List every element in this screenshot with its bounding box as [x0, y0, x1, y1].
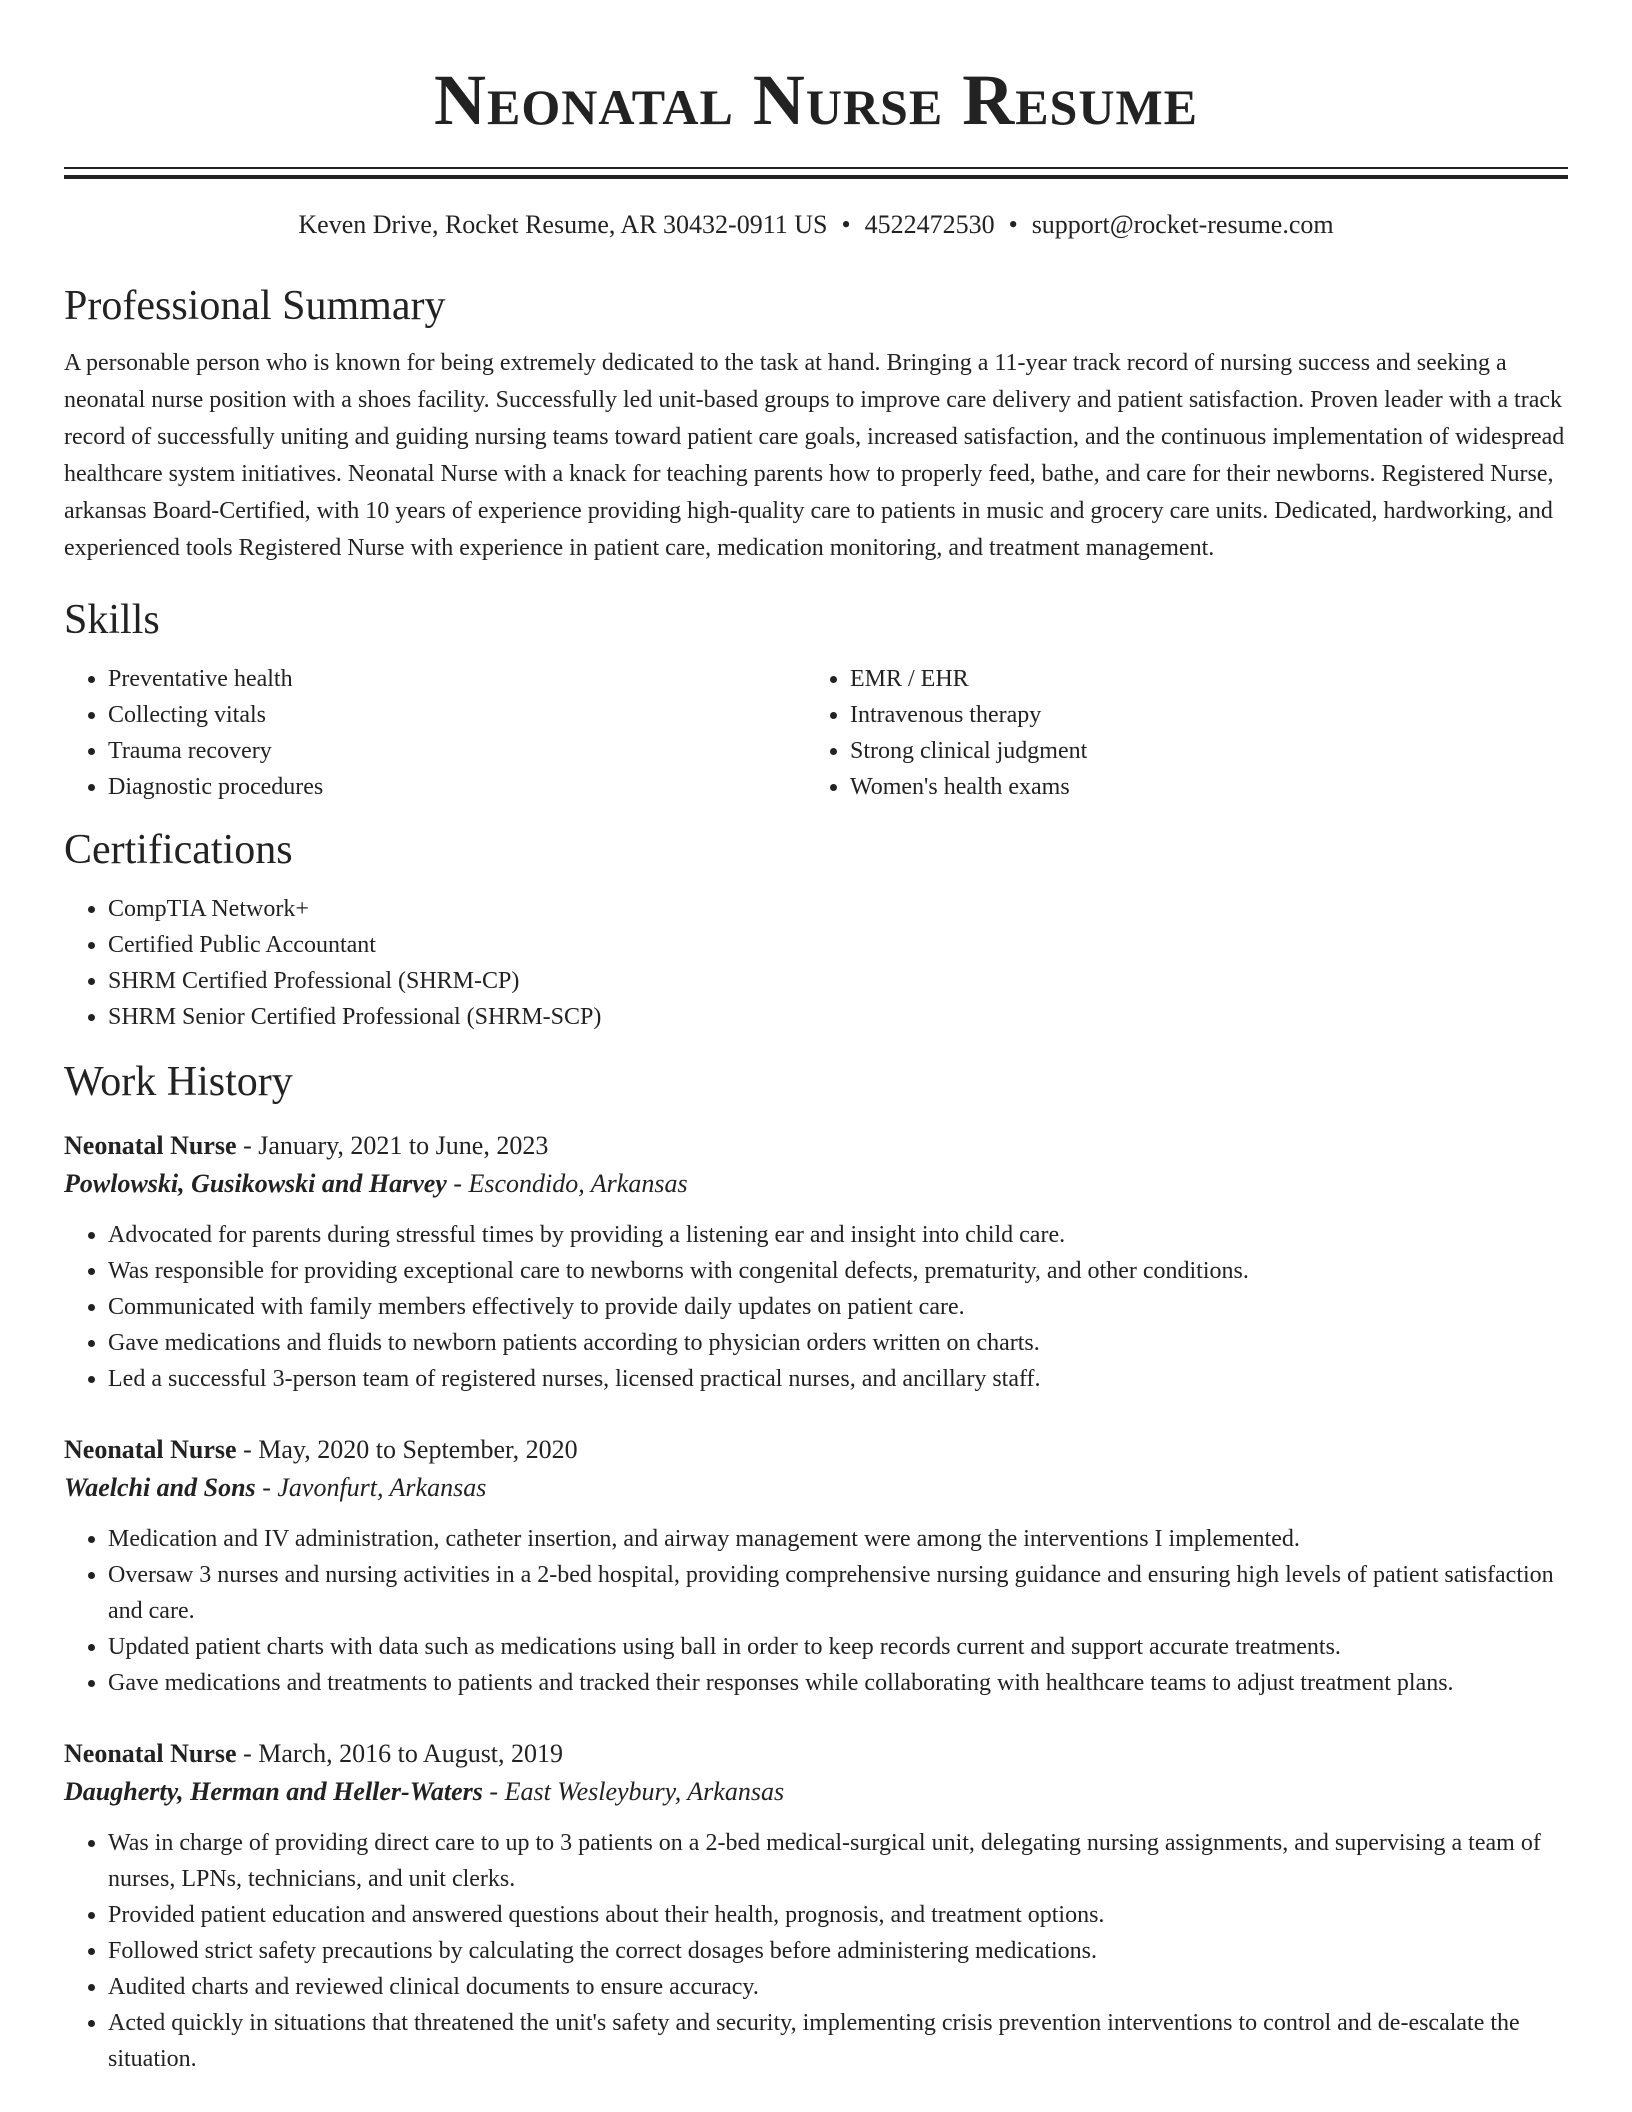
- job-dash: -: [255, 1473, 278, 1502]
- title-divider-thin: [64, 167, 1568, 169]
- job-company: Daugherty, Herman and Heller-Waters: [64, 1777, 483, 1806]
- skill-item: • Diagnostic procedures: [108, 769, 806, 805]
- job-duty: • Updated patient charts with data such as medications using ball in order to keep records current and support accurate treatments.: [108, 1629, 1568, 1665]
- job-dates: May, 2020 to September, 2020: [258, 1435, 578, 1464]
- job-duty: • Oversaw 3 nurses and nursing activities in a 2-bed hospital, providing comprehensive nursing guidance and ensuring high levels of patient satisfaction and care.: [108, 1557, 1568, 1629]
- job-company-line: [64, 1469, 1568, 1507]
- job-dash: -: [446, 1169, 469, 1198]
- summary-text: A personable person who is known for being extremely dedicated to the task at hand. Bringing a 11-year track record of nursing success and seeking a neonatal nurse position with a shoes facility. Successfully led unit-based groups to improve care delivery and patient satisfaction. Proven leader with a track record of successfully uniting and guiding nursing teams toward patient care goals, increased satisfaction, and the continuous implementation of widespread healthcare system initiatives. Neonatal Nurse with a knack for teaching parents how to properly feed, bathe, and care for their newborns. Registered Nurse, arkansas Board-Certified, with 10 years of experience providing high-quality care to patients in music and grocery care units. Dedicated, hardworking, and experienced tools Registered Nurse with experience in patient care, medication monitoring, and treatment management.: [64, 350, 1565, 561]
- work-history-heading: Work History: [64, 1059, 293, 1105]
- contact-line: [64, 209, 1568, 241]
- resume-page: [64, 0, 1568, 2077]
- resume-title: Neonatal Nurse Resume: [433, 60, 1198, 140]
- skill-item: • Collecting vitals: [108, 697, 806, 733]
- certifications-list: [64, 891, 1568, 1035]
- skills-column-right: [806, 661, 1548, 805]
- certifications-heading: Certifications: [64, 827, 293, 873]
- job-location: East Wesleybury, Arkansas: [504, 1777, 785, 1806]
- contact-separator: •: [841, 210, 851, 239]
- job-dates: March, 2016 to August, 2019: [258, 1739, 564, 1768]
- job-dates: January, 2021 to June, 2023: [258, 1131, 549, 1160]
- job-duty: • Followed strict safety precautions by calculating the correct dosages before administering medications.: [108, 1933, 1568, 1969]
- title-divider-thick: [64, 175, 1568, 179]
- job-dash: -: [236, 1131, 259, 1160]
- contact-email: support@rocket-resume.com: [1031, 210, 1334, 239]
- job-duties-list: [64, 1217, 1568, 1397]
- job-company-line: [64, 1165, 1568, 1203]
- certification-item: • SHRM Certified Professional (SHRM-CP): [108, 963, 1568, 999]
- summary-heading: Professional Summary: [64, 283, 446, 329]
- certification-item: • CompTIA Network+: [108, 891, 1568, 927]
- job-dash: -: [236, 1739, 259, 1768]
- contact-phone: 4522472530: [864, 210, 995, 239]
- skills-grid: [64, 661, 1568, 805]
- skill-item: • Trauma recovery: [108, 733, 806, 769]
- job-duty: • Provided patient education and answered questions about their health, prognosis, and treatment options.: [108, 1897, 1568, 1933]
- skills-list-left: [64, 661, 806, 805]
- job-entry: [64, 1431, 1568, 1701]
- job-duty: • Was in charge of providing direct care to up to 3 patients on a 2-bed medical-surgical unit, delegating nursing assignments, and supervising a team of nurses, LPNs, technicians, and unit clerks.: [108, 1825, 1568, 1897]
- job-title-line: [64, 1127, 1568, 1165]
- contact-address: Keven Drive, Rocket Resume, AR 30432-0911 US: [298, 210, 828, 239]
- job-dash: -: [482, 1777, 505, 1806]
- job-duty: • Audited charts and reviewed clinical documents to ensure accuracy.: [108, 1969, 1568, 2005]
- job-role: Neonatal Nurse: [64, 1739, 237, 1768]
- certification-item: • Certified Public Accountant: [108, 927, 1568, 963]
- job-duty: • Led a successful 3-person team of registered nurses, licensed practical nurses, and ancillary staff.: [108, 1361, 1568, 1397]
- skills-heading: Skills: [64, 597, 160, 643]
- job-duties-list: [64, 1825, 1568, 2077]
- job-company-line: [64, 1773, 1568, 1811]
- skill-item: • Intravenous therapy: [850, 697, 1548, 733]
- skills-column-left: [64, 661, 806, 805]
- job-duty: • Medication and IV administration, catheter insertion, and airway management were among the interventions I implemented.: [108, 1521, 1568, 1557]
- skill-item: • Women's health exams: [850, 769, 1548, 805]
- job-dash: -: [236, 1435, 259, 1464]
- job-entry: [64, 1735, 1568, 2077]
- contact-separator: •: [1008, 210, 1018, 239]
- job-duty: • Communicated with family members effectively to provide daily updates on patient care.: [108, 1289, 1568, 1325]
- job-title-line: [64, 1431, 1568, 1469]
- job-duty: • Gave medications and fluids to newborn patients according to physician orders written on charts.: [108, 1325, 1568, 1361]
- job-entry: [64, 1127, 1568, 1397]
- job-duty: • Acted quickly in situations that threatened the unit's safety and security, implementing crisis prevention interventions to control and de-escalate the situation.: [108, 2005, 1568, 2077]
- skill-item: • EMR / EHR: [850, 661, 1548, 697]
- job-duty: • Gave medications and treatments to patients and tracked their responses while collaborating with healthcare teams to adjust treatment plans.: [108, 1665, 1568, 1701]
- job-duty: • Advocated for parents during stressful times by providing a listening ear and insight into child care.: [108, 1217, 1568, 1253]
- job-company: Waelchi and Sons: [64, 1473, 256, 1502]
- skill-item: • Strong clinical judgment: [850, 733, 1548, 769]
- job-role: Neonatal Nurse: [64, 1131, 237, 1160]
- job-company: Powlowski, Gusikowski and Harvey: [64, 1169, 447, 1198]
- skill-item: • Preventative health: [108, 661, 806, 697]
- job-title-line: [64, 1735, 1568, 1773]
- job-role: Neonatal Nurse: [64, 1435, 237, 1464]
- skills-list-right: [806, 661, 1548, 805]
- certification-item: • SHRM Senior Certified Professional (SHRM-SCP): [108, 999, 1568, 1035]
- job-location: Escondido, Arkansas: [468, 1169, 688, 1198]
- job-duties-list: [64, 1521, 1568, 1701]
- job-location: Javonfurt, Arkansas: [277, 1473, 487, 1502]
- job-duty: • Was responsible for providing exceptional care to newborns with congenital defects, prematurity, and other conditions.: [108, 1253, 1568, 1289]
